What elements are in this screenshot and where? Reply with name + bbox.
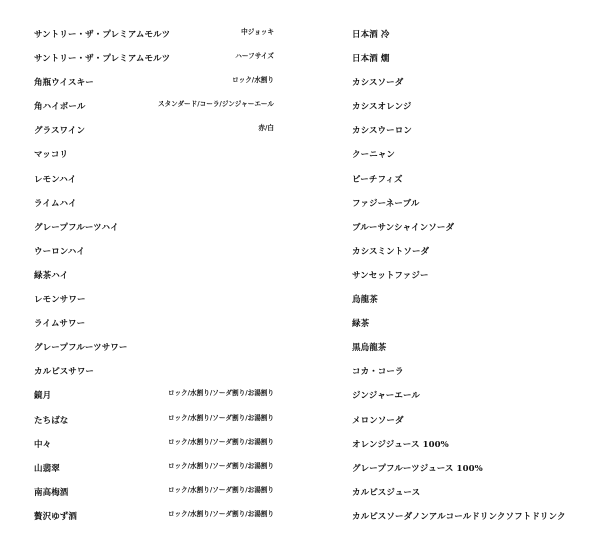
item-name: 角ハイボール (34, 102, 86, 113)
menu-item (34, 358, 274, 382)
item-note: ロック/水割り/ソーダ割り/お湯割り (168, 509, 274, 518)
item-name: 緑茶 (352, 319, 370, 330)
item-name: 黒烏龍茶 (352, 343, 387, 354)
item-note: スタンダード/コーラ/ジンジャーエール (157, 100, 274, 109)
item-name: 日本酒 燗 (352, 54, 390, 65)
item-name: ウーロンハイ (34, 246, 86, 257)
item-name: カルピスサワー (34, 367, 95, 378)
item-name: ジンジャーエール (352, 391, 421, 402)
item-name: サントリー・ザ・プレミアムモルツ (34, 54, 171, 65)
item-name: 贅沢ゆず酒 (34, 511, 78, 522)
item-name: カルピスソーダノンアルコールドリンクソフトドリンク (352, 511, 566, 522)
menu-item (352, 310, 582, 334)
item-name: コカ・コーラ (352, 367, 404, 378)
menu-item (352, 382, 582, 406)
menu-item (352, 407, 582, 431)
menu-item (34, 479, 274, 503)
item-name: 烏龍茶 (352, 295, 378, 306)
menu-item (352, 503, 582, 527)
menu-item (34, 286, 274, 310)
item-name: 南高梅酒 (34, 487, 69, 498)
item-name: メロンソーダ (352, 415, 404, 426)
item-name: ピーチフィズ (352, 174, 403, 185)
item-name: 緑茶ハイ (34, 270, 69, 281)
item-name: オレンジジュース 100% (352, 439, 449, 450)
item-name: カシスミントソーダ (352, 246, 430, 257)
menu-item (34, 407, 274, 431)
menu-item (352, 479, 582, 503)
item-note: ロック/水割り (232, 76, 274, 85)
menu-item (34, 334, 274, 358)
menu-item (34, 141, 274, 165)
menu-item (352, 166, 582, 190)
item-name: カルピスジュース (352, 487, 421, 498)
item-note: 赤/白 (258, 124, 274, 133)
item-name: 日本酒 冷 (352, 30, 390, 40)
menu-item (34, 190, 274, 214)
item-name: サンセットファジー (352, 270, 429, 281)
menu-item (352, 286, 582, 310)
item-note: ハーフサイズ (235, 52, 274, 61)
menu-item (352, 141, 582, 165)
item-name: カシスオレンジ (352, 102, 412, 113)
menu-item (34, 382, 274, 406)
item-name: カシスウーロン (352, 126, 412, 137)
menu-item (352, 358, 582, 382)
item-name: グレープフルーツハイ (34, 222, 119, 233)
left-menu-column (34, 21, 274, 527)
item-name: 中々 (34, 439, 52, 450)
menu-item (34, 93, 274, 117)
menu-item (352, 334, 582, 358)
menu-item (34, 310, 274, 334)
menu-item (34, 431, 274, 455)
menu-item (34, 214, 274, 238)
menu-item (352, 214, 582, 238)
item-name: カシスソーダ (352, 78, 404, 89)
menu-item (34, 21, 274, 45)
item-note: ロック/水割り/ソーダ割り/お湯割り (168, 485, 274, 494)
menu-item (352, 45, 582, 69)
menu-item (34, 503, 274, 527)
menu-item (352, 190, 582, 214)
item-name: レモンハイ (34, 174, 77, 185)
item-note: 中ジョッキ (241, 28, 274, 36)
menu-item (352, 69, 582, 93)
menu-item (34, 69, 274, 93)
menu-item (352, 21, 582, 45)
menu-item (34, 45, 274, 69)
right-menu-column (352, 21, 582, 527)
menu-item (352, 262, 582, 286)
item-name: マッコリ (34, 150, 69, 161)
item-note: ロック/水割り/ソーダ割り/お湯割り (168, 389, 274, 398)
menu-item (352, 117, 582, 141)
item-name: ライムハイ (34, 198, 77, 209)
menu-item (34, 262, 274, 286)
item-note: ロック/水割り/ソーダ割り/お湯割り (168, 413, 274, 422)
menu-item (34, 166, 274, 190)
item-name: レモンサワー (34, 295, 86, 306)
menu-item (34, 455, 274, 479)
item-name: 山翡翠 (34, 463, 60, 474)
menu-item (352, 455, 582, 479)
item-name: クーニャン (352, 150, 396, 161)
item-name: たちばな (34, 415, 69, 426)
item-name: ライムサワー (34, 319, 86, 330)
menu-item (34, 117, 274, 141)
item-name: ブルーサンシャインソーダ (352, 222, 455, 233)
menu-item (352, 431, 582, 455)
item-name: ファジーネーブル (352, 198, 420, 209)
item-name: サントリー・ザ・プレミアムモルツ (34, 30, 171, 40)
menu-item (352, 93, 582, 117)
item-note: ロック/水割り/ソーダ割り/お湯割り (168, 461, 274, 470)
item-name: グレープフルーツサワー (34, 343, 128, 354)
menu-item (34, 238, 274, 262)
item-name: 鏡月 (34, 391, 52, 402)
item-name: グラスワイン (34, 126, 86, 137)
menu-item (352, 238, 582, 262)
item-note: ロック/水割り/ソーダ割り/お湯割り (168, 437, 274, 446)
item-name: 角瓶ウイスキー (34, 78, 94, 89)
item-name: グレープフルーツジュース 100% (352, 463, 483, 474)
